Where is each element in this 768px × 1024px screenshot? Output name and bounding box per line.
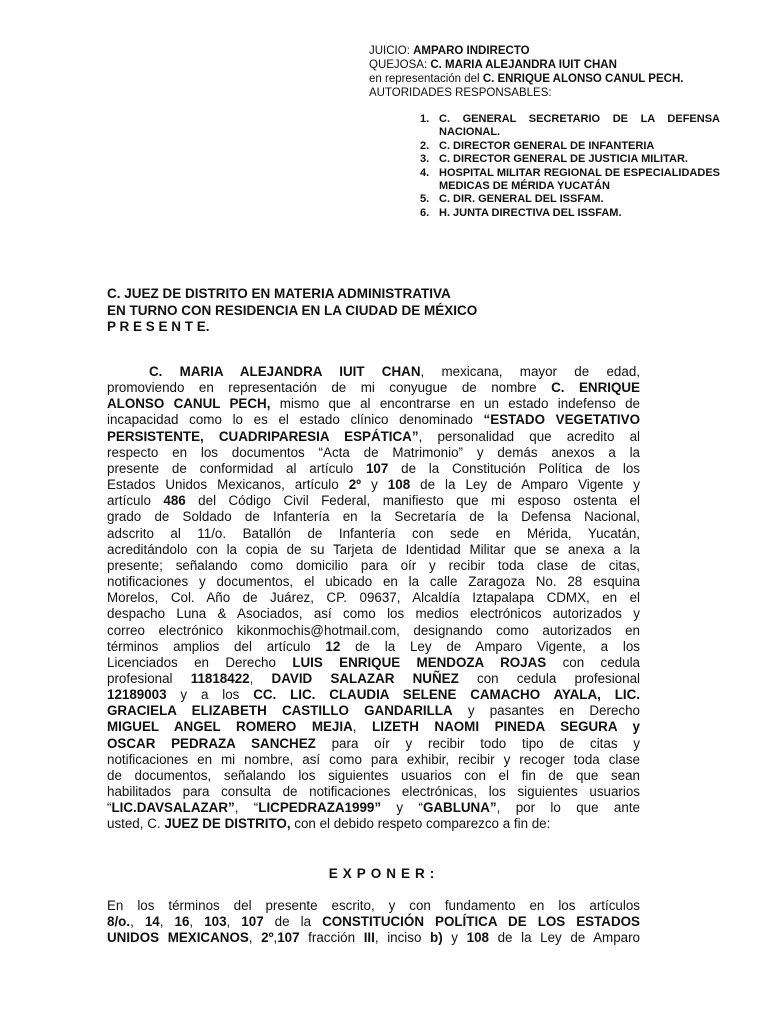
text-run: correo electrónico kikonmochis@hotmail.com, designando como autorizados en bbox=[107, 622, 640, 638]
text-run: con cedula bbox=[546, 654, 640, 670]
text-run: , bbox=[249, 670, 272, 686]
text-run: , bbox=[226, 914, 242, 930]
bold-text: LICPEDRAZA1999” bbox=[258, 800, 382, 816]
text-run: presente; señalando como domicilio para oír y recibir toda clase de citas, bbox=[107, 557, 640, 573]
text-run: y a los bbox=[166, 687, 254, 703]
text-run: de la Ley de Amparo Vigente, a los bbox=[340, 638, 640, 654]
representacion-line: en representación del C. ENRIQUE ALONSO CANUL PECH. bbox=[369, 73, 684, 85]
text-run: del Código Civil Federal, manifiesto que mi esposo ostenta el bbox=[185, 493, 640, 509]
bold-text: JUEZ DE DISTRITO, bbox=[164, 816, 291, 832]
text-line bbox=[107, 493, 640, 509]
bold-text: PERSISTENTE, CUADRIPARESIA ESPÁTICA” bbox=[107, 428, 419, 444]
text-run: y pasantes en Derecho bbox=[452, 703, 640, 719]
text-run: , personalidad que acredito al bbox=[418, 428, 640, 444]
text-run: de documentos, señalando los siguientes usuarios con el fin de que sean bbox=[107, 767, 640, 783]
text-run: , mexicana, mayor de edad, bbox=[420, 364, 640, 379]
bold-text: DAVID SALAZAR NUÑEZ bbox=[271, 670, 459, 686]
bold-text: b) bbox=[430, 930, 443, 946]
bold-text: LIC.DAVSALAZAR” bbox=[111, 800, 235, 816]
bold-text: LIZETH NAOMI PINEDA SEGURA y bbox=[372, 719, 640, 735]
text-run: de la Ley de Amparo Vigente y bbox=[410, 477, 640, 493]
text-line bbox=[107, 445, 640, 461]
text-run: usted, C. bbox=[107, 816, 165, 832]
text-line bbox=[107, 461, 640, 477]
text-line bbox=[107, 816, 640, 832]
text-run: , bbox=[352, 719, 373, 735]
text-line bbox=[107, 412, 640, 428]
text-run: notificaciones y documentos, el ubicado en la calle Zaragoza No. 28 esquina bbox=[107, 574, 640, 590]
bold-text: LUIS ENRIQUE MENDOZA ROJAS bbox=[292, 654, 547, 670]
exponer-paragraph bbox=[107, 898, 640, 947]
text-line bbox=[107, 380, 640, 396]
text-run: , bbox=[159, 914, 175, 930]
bold-text: 108 bbox=[466, 930, 489, 946]
text-line bbox=[107, 623, 640, 639]
text-run: de la bbox=[263, 914, 323, 930]
bold-text: III bbox=[363, 930, 375, 946]
bold-text: CC. LIC. CLAUDIA SELENE CAMACHO AYALA, LIC. bbox=[253, 687, 640, 703]
text-run: con el debido respeto comparezco a fin de: bbox=[290, 816, 551, 832]
text-run: , inciso bbox=[374, 930, 431, 946]
bold-text: GRACIELA ELIZABETH CASTILLO GANDARILLA bbox=[107, 703, 453, 719]
bold-text: 12 bbox=[325, 638, 341, 654]
text-line bbox=[107, 396, 640, 412]
bold-text: UNIDOS MEXICANOS bbox=[107, 930, 249, 946]
text-line bbox=[107, 558, 640, 574]
text-line bbox=[107, 655, 640, 671]
bold-text: 108 bbox=[387, 477, 411, 493]
bold-text: 2º bbox=[348, 477, 362, 493]
addressee-line: P R E S E N T E. bbox=[107, 319, 210, 334]
text-line bbox=[107, 914, 640, 930]
text-line bbox=[107, 542, 640, 558]
bold-text: OSCAR PEDRAZA SANCHEZ bbox=[107, 735, 316, 751]
text-run: habilitados para consulta de notificaciones electrónicas, los siguientes usuarios bbox=[107, 784, 640, 800]
text-line bbox=[107, 364, 640, 380]
text-run: , bbox=[248, 930, 262, 946]
text-run: adscrito al 11/o. Batallón de Infantería con sede en Mérida, Yucatán, bbox=[107, 525, 640, 541]
text-run: notificaciones en mi nombre, así como para exhibir, recibir y recoger toda clase bbox=[107, 751, 640, 767]
text-line bbox=[107, 429, 640, 445]
text-line bbox=[107, 509, 640, 525]
text-run: presente de conformidad al artículo bbox=[107, 460, 366, 476]
bold-text: 11818422 bbox=[190, 670, 250, 686]
text-run: respecto en los documentos “Acta de Matrimonio” y demás anexos a la bbox=[107, 444, 640, 460]
text-line bbox=[107, 687, 640, 703]
bold-text: 103 bbox=[204, 914, 227, 930]
text-line bbox=[107, 639, 640, 655]
text-run: , “ bbox=[234, 800, 259, 816]
text-line bbox=[107, 930, 640, 946]
text-run: , bbox=[273, 930, 278, 946]
text-run: con cedula profesional bbox=[458, 670, 641, 686]
text-line bbox=[107, 784, 640, 800]
text-line bbox=[107, 768, 640, 784]
text-line bbox=[107, 526, 640, 542]
text-run: de la Constitución Política de los bbox=[388, 460, 640, 476]
text-line bbox=[107, 590, 640, 606]
bold-text: 107 bbox=[277, 930, 300, 946]
autoridades-label: AUTORIDADES RESPONSABLES: bbox=[369, 87, 552, 99]
text-line bbox=[107, 752, 640, 768]
bold-text: 107 bbox=[241, 914, 264, 930]
addressee-line: EN TURNO CON RESIDENCIA EN LA CIUDAD DE MÉXICO bbox=[107, 302, 478, 318]
text-line bbox=[107, 703, 640, 719]
bold-text: CONSTITUCIÓN POLÍTICA DE LOS ESTADOS bbox=[322, 914, 640, 930]
text-run: Morelos, Col. Año de Juárez, CP. 09637, Alcaldía Iztapalapa CDMX, en el bbox=[107, 590, 640, 606]
section-heading-exponer: EXPONER: bbox=[328, 866, 440, 881]
bold-text: 486 bbox=[163, 493, 186, 509]
opening-paragraph bbox=[107, 364, 640, 833]
bold-text: 12189003 bbox=[107, 687, 167, 703]
addressee-line: C. JUEZ DE DISTRITO EN MATERIA ADMINISTRATIVA bbox=[107, 286, 451, 301]
text-line bbox=[107, 671, 640, 687]
text-run: Licenciados en Derecho bbox=[107, 654, 293, 670]
text-line bbox=[107, 719, 640, 735]
text-run: “ bbox=[107, 800, 112, 816]
text-run: fracción bbox=[299, 930, 364, 946]
bold-text: ALONSO CANUL PECH, bbox=[107, 396, 271, 412]
text-run: acreditándolo con la copia de su Tarjeta de Identidad Militar que se anexa a la bbox=[107, 541, 640, 557]
bold-text: 2º bbox=[261, 930, 274, 946]
authority-item: 1. C. GENERAL SECRETARIO DE LA DEFENSA NACIONAL. bbox=[420, 113, 720, 139]
text-run: y bbox=[361, 477, 388, 493]
text-line bbox=[107, 477, 640, 493]
text-run: términos amplios del artículo bbox=[107, 638, 326, 654]
text-run: y “ bbox=[381, 800, 423, 816]
text-line bbox=[107, 800, 640, 816]
authority-item: 2. C. DIRECTOR GENERAL DE INFANTERIA bbox=[420, 139, 655, 152]
bold-text: MIGUEL ANGEL ROMERO MEJIA bbox=[107, 719, 353, 735]
bold-text: C. ENRIQUE bbox=[551, 380, 640, 396]
bold-text: C. MARIA ALEJANDRA IUIT CHAN bbox=[149, 364, 421, 379]
text-line bbox=[107, 606, 640, 622]
text-run: , bbox=[130, 914, 145, 930]
bold-text: “ESTADO VEGETATIVO bbox=[483, 412, 640, 428]
bold-text: 16 bbox=[174, 914, 190, 930]
text-line bbox=[107, 574, 640, 590]
authority-item: 5. C. DIR. GENERAL DEL ISSFAM. bbox=[420, 193, 604, 206]
text-run: Estados Unidos Mexicanos, artículo bbox=[107, 477, 349, 493]
authority-item: 4. HOSPITAL MILITAR REGIONAL DE ESPECIALIDADES MEDICAS DE MÉRIDA YUCATÁN bbox=[420, 166, 720, 193]
bold-text: 107 bbox=[365, 460, 389, 476]
text-run: despacho Luna & Asociados, así como los medios electrónicos autorizados y bbox=[107, 606, 640, 622]
text-run: y bbox=[442, 930, 467, 946]
addressee-block bbox=[107, 286, 627, 336]
text-run: , por lo que ante bbox=[496, 800, 640, 816]
text-run: grado de Soldado de Infantería en la Secretaría de la Defensa Nacional, bbox=[107, 509, 640, 525]
authority-item: 6. H. JUNTA DIRECTIVA DEL ISSFAM. bbox=[420, 206, 622, 219]
text-run: profesional bbox=[107, 670, 191, 686]
text-run: mismo que al encontrarse en un estado indefenso de bbox=[270, 396, 640, 412]
authority-item: 3. C. DIRECTOR GENERAL DE JUSTICIA MILITAR. bbox=[420, 153, 688, 166]
juicio-line: JUICIO: AMPARO INDIRECTO bbox=[369, 45, 530, 57]
text-line bbox=[107, 898, 640, 914]
bold-text: GABLUNA” bbox=[422, 800, 497, 816]
text-run: promoviendo en representación de mi conyugue de nombre bbox=[107, 380, 552, 396]
text-run: artículo bbox=[107, 493, 164, 509]
quejosa-line: QUEJOSA: C. MARIA ALEJANDRA IUIT CHAN bbox=[369, 59, 617, 71]
text-run: para oír y recibir todo tipo de citas y bbox=[315, 735, 640, 751]
text-line bbox=[107, 736, 640, 752]
case-header bbox=[369, 44, 729, 100]
text-run: de la Ley de Amparo bbox=[488, 930, 640, 946]
bold-text: 14 bbox=[144, 914, 160, 930]
bold-text: 8/o. bbox=[107, 914, 131, 930]
text-run: , bbox=[189, 914, 205, 930]
text-run: En los términos del presente escrito, y con fundamento en los artículos bbox=[107, 898, 640, 913]
authorities-list bbox=[420, 113, 720, 220]
text-run: incapacidad como lo es el estado clínico denominado bbox=[107, 412, 484, 428]
